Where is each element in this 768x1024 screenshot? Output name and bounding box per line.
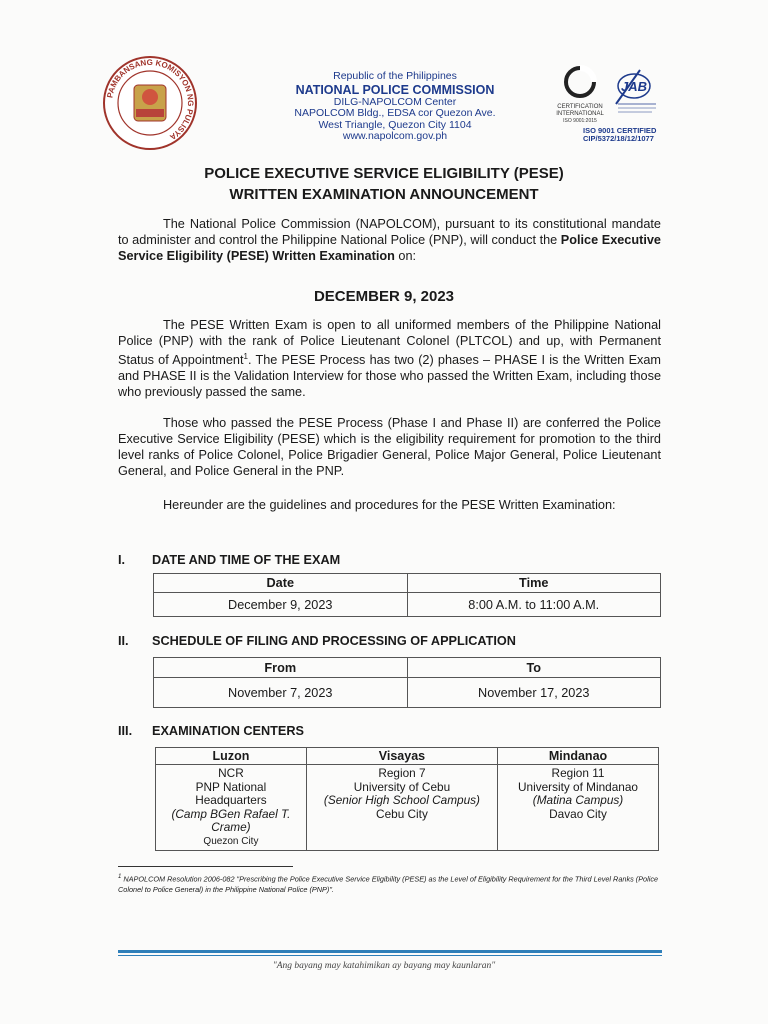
footer-rule-thin — [118, 955, 662, 956]
letterhead — [270, 71, 520, 143]
footnote: $^1$ NAPOLCOM Resolution 2006-082 "Prescribing the Police Executive Service Eligibility (PESE) as the Level of Eligibility Requirement for the Third Level Ranks (Police Colonel to Police General) in the Philippine National Police (PNP)". — [118, 874, 659, 895]
cert-label-2: INTERNATIONAL — [556, 111, 604, 117]
footnote-divider — [118, 866, 293, 867]
cert-label-1: CERTIFICATION — [557, 104, 603, 110]
republic-label: Republic of the Philippines — [333, 70, 457, 82]
mindanao-center-cell: Region 11 University of Mindanao (Matina Campus) Davao City — [498, 765, 659, 851]
commission-name: NATIONAL POLICE COMMISSION — [295, 82, 495, 97]
luzon-center-cell: NCR PNP National Headquarters (Camp BGen Rafael T. Crame) Quezon City — [156, 765, 307, 851]
building-address: NAPOLCOM Bldg., EDSA cor Quezon Ave. — [294, 107, 496, 119]
section-1-heading: I. DATE AND TIME OF THE EXAM — [118, 553, 341, 567]
visayas-center-cell: Region 7 University of Cebu (Senior High School Campus) Cebu City — [306, 765, 497, 851]
exam-date-heading: DECEMBER 9, 2023 — [313, 288, 455, 305]
exam-datetime-table — [153, 573, 661, 617]
table-cell: 8:00 A.M. to 11:00 A.M. — [407, 593, 661, 617]
section-3-heading: III. EXAMINATION CENTERS — [118, 724, 305, 738]
footer-motto: "Ang bayang may katahimikan ay bayang may kaunlaran" — [272, 961, 496, 971]
table-cell: November 7, 2023 — [154, 678, 408, 708]
conferment-paragraph: Those who passed the PESE Process (Phase I and Phase II) are conferred the Police Executive Service Eligibility (PESE) which is the eligibility requirement for promotion to the third level ranks of Police Colonel, Police Brigadier General, Police Major General, Police Lieutenant General, and Police General in the PNP. — [118, 416, 661, 478]
iso-label — [583, 127, 683, 143]
table-header: Date — [154, 574, 408, 593]
table-header: Visayas — [306, 748, 497, 765]
table-header: Mindanao — [498, 748, 659, 765]
svg-text:PAMBANSANG KOMISYON NG PULISYA: PAMBANSANG KOMISYON NG PULISYA — [105, 57, 196, 142]
announcement-title-line1: POLICE EXECUTIVE SERVICE ELIGIBILITY (PESE) — [204, 165, 564, 182]
exam-centers-table — [155, 747, 659, 851]
footer-rule — [118, 950, 662, 953]
table-cell: December 9, 2023 — [154, 593, 408, 617]
table-cell: November 17, 2023 — [407, 678, 661, 708]
filing-schedule-table — [153, 657, 661, 708]
table-header: From — [154, 658, 408, 678]
iso-certified: ISO 9001 CERTIFIED — [583, 126, 657, 135]
center-name: DILG-NAPOLCOM Center — [333, 95, 457, 108]
table-header: To — [407, 658, 661, 678]
table-header: Luzon — [156, 748, 307, 765]
announcement-title-line2: WRITTEN EXAMINATION ANNOUNCEMENT — [229, 186, 539, 203]
city-address: West Triangle, Quezon City 1104 — [318, 118, 472, 131]
iso-cip: CIP/5372/18/12/1077 — [583, 134, 654, 143]
napolcom-seal — [102, 55, 198, 151]
section-2-heading: II. SCHEDULE OF FILING AND PROCESSING OF APPLICATION — [118, 634, 516, 648]
jab-mark: JAB — [620, 79, 648, 94]
website-link[interactable]: www.napolcom.gov.ph — [342, 130, 448, 142]
exam-name: Police Executive Service Eligibility (PESE) Written Examination — [118, 233, 661, 263]
cert-std: ISO 9001:2015 — [563, 118, 597, 124]
eligibility-paragraph: The PESE Written Exam is open to all uniformed members of the Philippine National Police (PNP) with the rank of Police Lieutenant Colonel (PLTCOL) and up, with Permanent Status of Appointment$^1$. The PESE Process has two (2) phases – PHASE I is the Written Exam and PHASE II is the Validation Interview for those who passed the Written Exam, including those who previously passed the same. — [118, 318, 661, 400]
table-header: Time — [407, 574, 661, 593]
intro-paragraph: The National Police Commission (NAPOLCOM), pursuant to its constitutional mandate to administer and control the Philippine National Police (PNP), will conduct the Police Executive Service Eligibility (PESE) Written Examination on: — [118, 217, 661, 263]
guidelines-paragraph: Hereunder are the guidelines and procedures for the PESE Written Examination: — [163, 498, 616, 512]
